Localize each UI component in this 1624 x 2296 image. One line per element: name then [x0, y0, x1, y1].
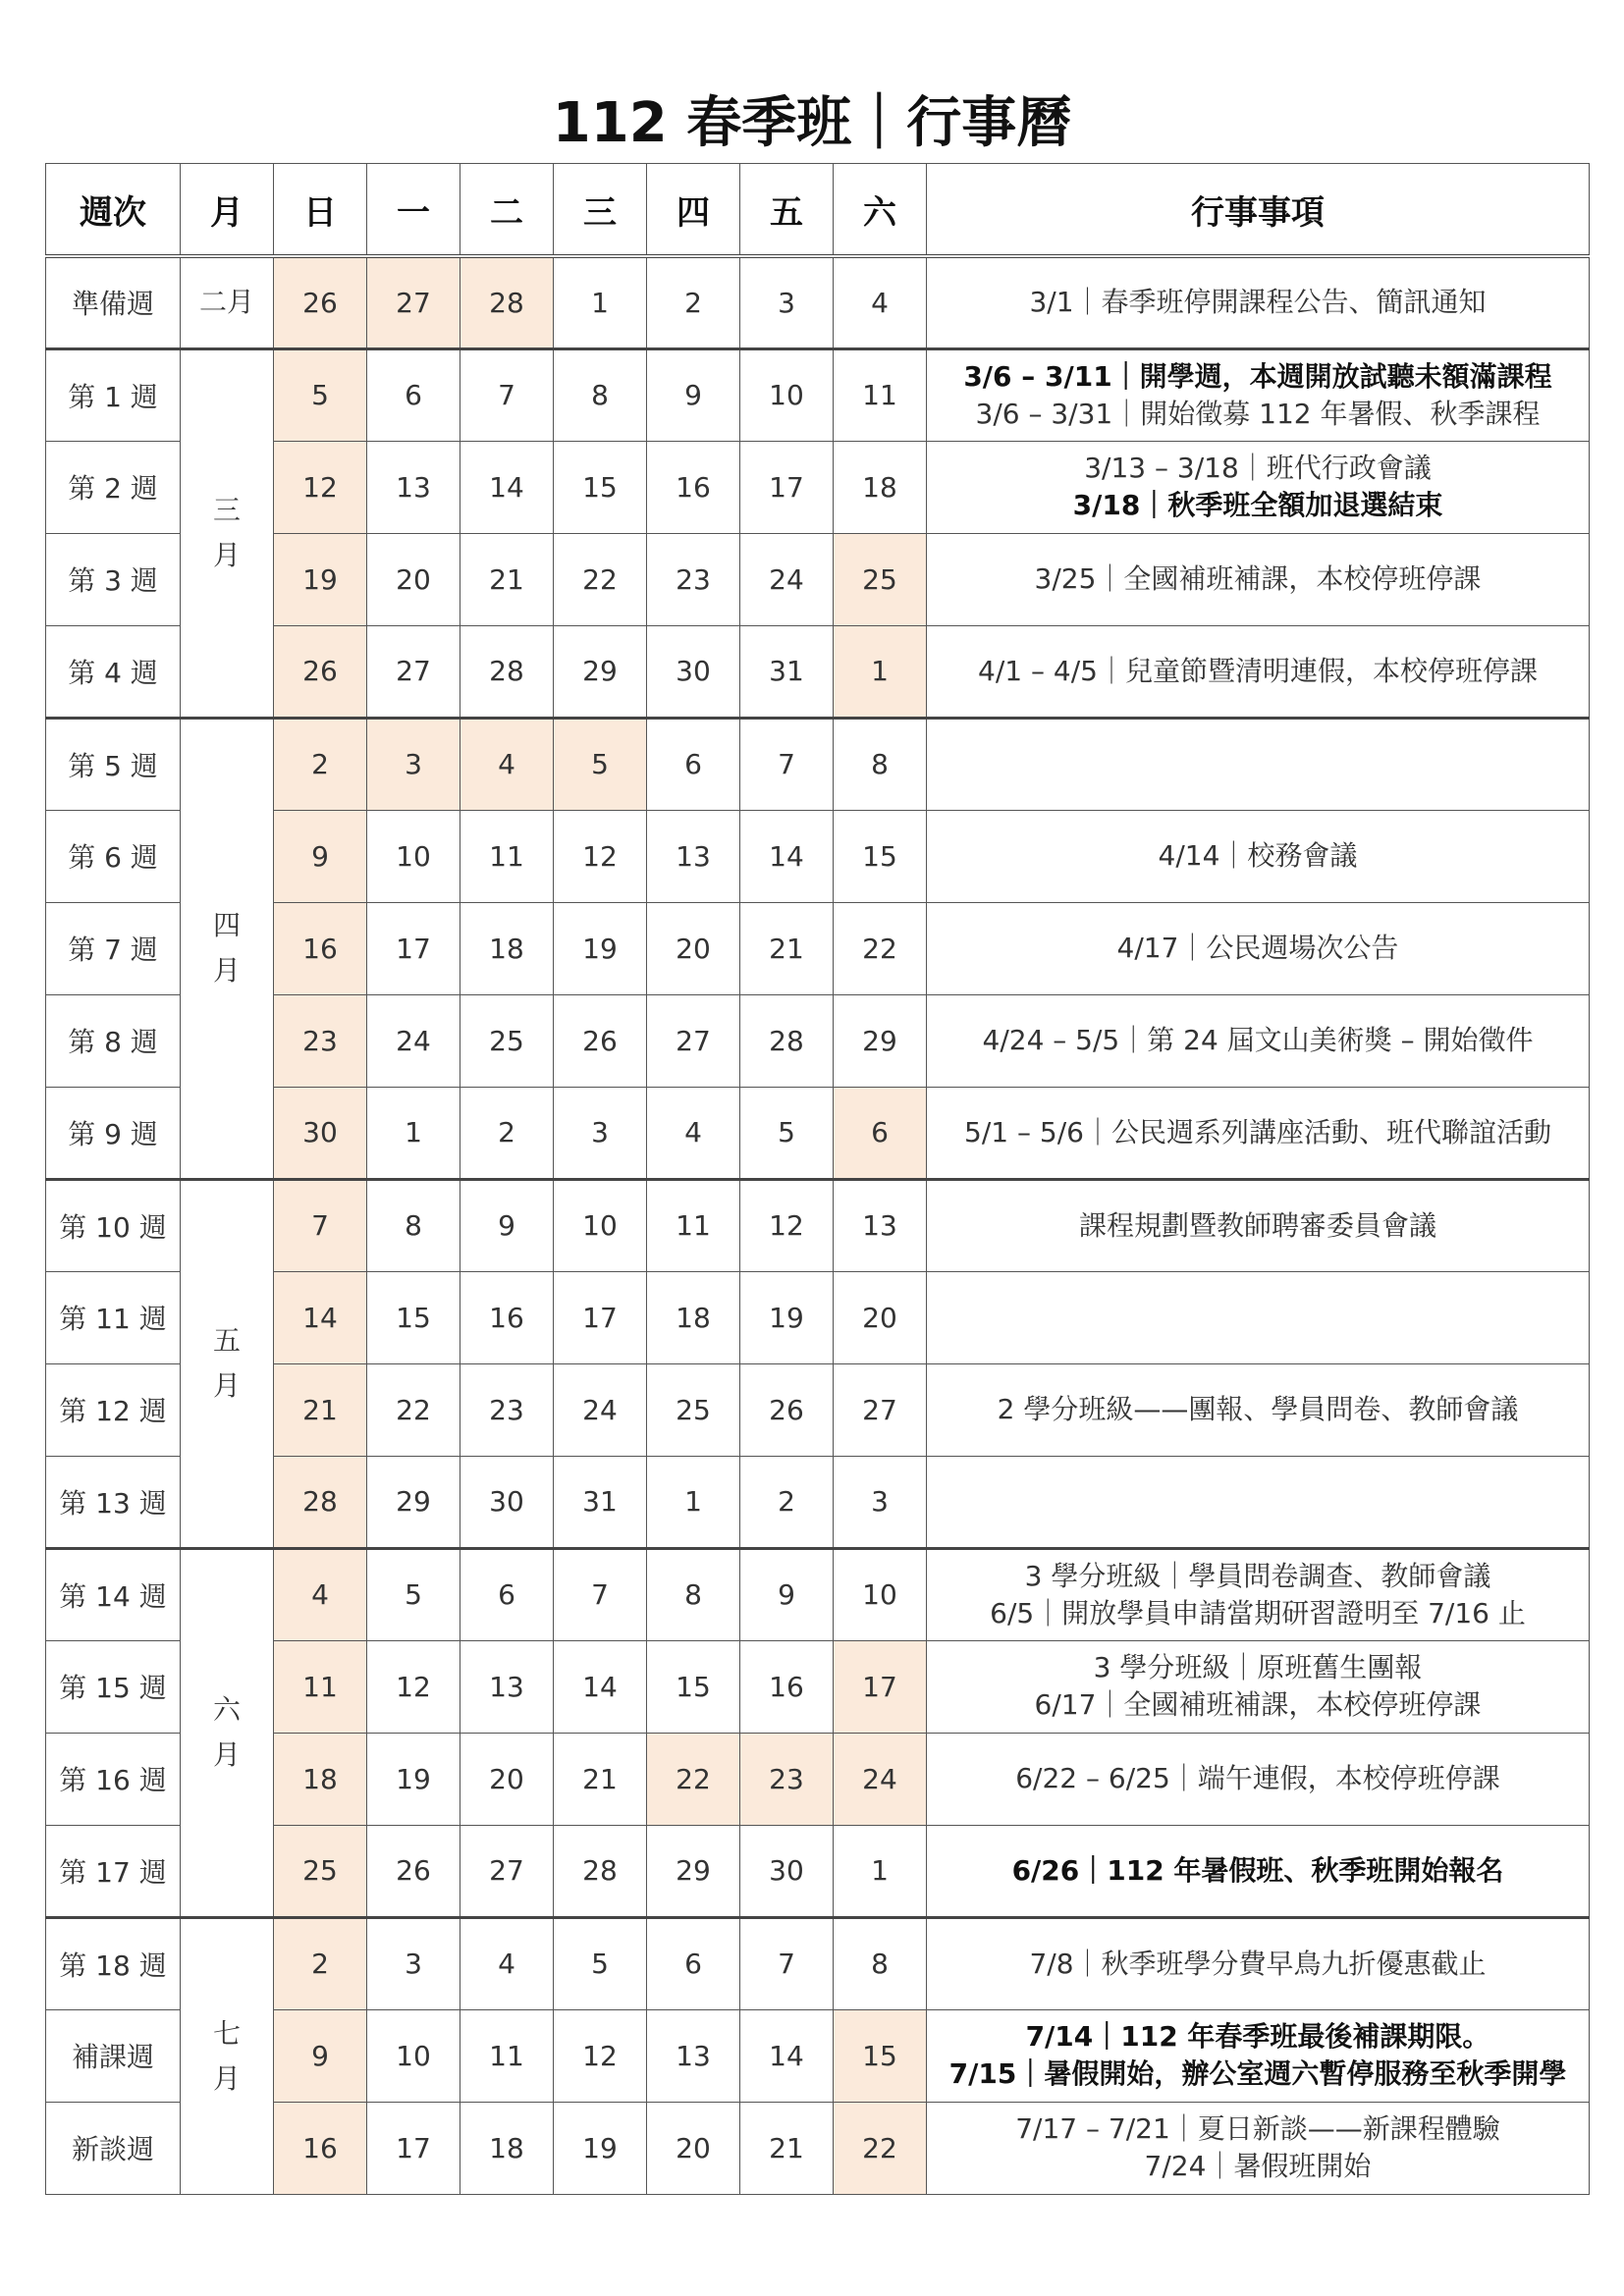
week-row: [46, 994, 1590, 1087]
day-cell: 18: [274, 1733, 367, 1825]
day-cell: 15: [647, 1640, 740, 1733]
page-title: 112 春季班｜行事曆: [552, 91, 1072, 155]
day-cell: 14: [274, 1271, 367, 1363]
week-row: [46, 256, 1590, 348]
day-cell: 21: [274, 1363, 367, 1456]
day-cell: 15: [834, 810, 927, 902]
week-row: [46, 902, 1590, 994]
day-cell: 11: [274, 1640, 367, 1733]
events-cell: [927, 625, 1590, 718]
day-cell: 20: [647, 2102, 740, 2194]
events-cell: [927, 1271, 1590, 1363]
event-item: 6/26｜112 年暑假班、秋季班開始報名: [1011, 1853, 1504, 1887]
day-cell: 3: [740, 256, 834, 348]
day-cell: 22: [647, 1733, 740, 1825]
day-cell: 22: [834, 902, 927, 994]
day-cell: 29: [834, 994, 927, 1087]
events-cell: [927, 994, 1590, 1087]
event-item: 6/17｜全國補班補課，本校停班停課: [1034, 1688, 1482, 1721]
day-cell: 14: [460, 441, 554, 533]
day-cell: 16: [460, 1271, 554, 1363]
day-cell: 4: [460, 718, 554, 810]
event-item: 6/5｜開放學員申請當期研習證明至 7/16 止: [990, 1596, 1526, 1629]
day-cell: 4: [834, 256, 927, 348]
day-cell: 27: [367, 256, 460, 348]
day-cell: 24: [740, 533, 834, 625]
day-cell: 24: [834, 1733, 927, 1825]
header-fri: 五: [740, 164, 834, 257]
events-cell: [927, 1179, 1590, 1271]
day-cell: 25: [834, 533, 927, 625]
week-row: [46, 2102, 1590, 2194]
day-cell: 20: [834, 1271, 927, 1363]
day-cell: 26: [367, 1825, 460, 1917]
event-item: 7/15｜暑假開始，辦公室週六暫停服務至秋季開學: [948, 2057, 1567, 2090]
day-cell: 7: [740, 718, 834, 810]
events-cell: [927, 2009, 1590, 2102]
events-cell: [927, 810, 1590, 902]
event-item: 3/25｜全國補班補課，本校停班停課: [1034, 562, 1482, 595]
events-cell: [927, 1825, 1590, 1917]
day-cell: 27: [834, 1363, 927, 1456]
day-cell: 23: [740, 1733, 834, 1825]
month-label: [181, 348, 274, 718]
week-label: 第 5 週: [46, 718, 181, 810]
week-row: [46, 441, 1590, 533]
month-text: 七月: [213, 2016, 242, 2095]
month-text: 四月: [213, 909, 242, 987]
week-label: 第 7 週: [46, 902, 181, 994]
day-cell: 28: [554, 1825, 647, 1917]
day-cell: 4: [460, 1917, 554, 2009]
week-label: 第 2 週: [46, 441, 181, 533]
day-cell: 9: [460, 1179, 554, 1271]
day-cell: 15: [834, 2009, 927, 2102]
week-row: [46, 625, 1590, 718]
day-cell: 11: [834, 348, 927, 441]
event-item: 7/8｜秋季班學分費早鳥九折優惠截止: [1029, 1947, 1487, 1980]
day-cell: 26: [554, 994, 647, 1087]
calendar-body: [46, 256, 1590, 2194]
month-label: [181, 718, 274, 1179]
day-cell: 2: [274, 718, 367, 810]
day-cell: 23: [647, 533, 740, 625]
week-label: 第 13 週: [46, 1456, 181, 1548]
day-cell: 8: [834, 1917, 927, 2009]
week-row: [46, 810, 1590, 902]
day-cell: 13: [647, 2009, 740, 2102]
event-item: 3/13 – 3/18｜班代行政會議: [1084, 452, 1432, 484]
day-cell: 12: [367, 1640, 460, 1733]
header-row: [46, 164, 1590, 257]
week-label: 新談週: [46, 2102, 181, 2194]
week-row: [46, 1917, 1590, 2009]
day-cell: 21: [740, 2102, 834, 2194]
events-cell: [927, 1733, 1590, 1825]
day-cell: 30: [740, 1825, 834, 1917]
events-cell: [927, 718, 1590, 810]
week-label: 準備週: [46, 256, 181, 348]
day-cell: 12: [554, 2009, 647, 2102]
day-cell: 28: [740, 994, 834, 1087]
week-row: [46, 1363, 1590, 1456]
day-cell: 15: [367, 1271, 460, 1363]
event-item: 4/1 – 4/5｜兒童節暨清明連假，本校停班停課: [978, 654, 1538, 687]
day-cell: 13: [367, 441, 460, 533]
day-cell: 5: [554, 718, 647, 810]
week-row: [46, 1271, 1590, 1363]
event-item: 課程規劃暨教師聘審委員會議: [1078, 1208, 1436, 1242]
day-cell: 31: [554, 1456, 647, 1548]
month-label: [181, 1548, 274, 1917]
day-cell: 28: [460, 256, 554, 348]
day-cell: 26: [274, 256, 367, 348]
header-mon: 一: [367, 164, 460, 257]
day-cell: 9: [740, 1548, 834, 1640]
week-label: 第 9 週: [46, 1087, 181, 1179]
day-cell: 14: [740, 2009, 834, 2102]
week-label: 第 14 週: [46, 1548, 181, 1640]
week-label: 第 1 週: [46, 348, 181, 441]
events-cell: [927, 2102, 1590, 2194]
week-label: 第 8 週: [46, 994, 181, 1087]
event-item: 7/14｜112 年春季班最後補課期限。: [1025, 2020, 1490, 2053]
week-row: [46, 1548, 1590, 1640]
event-item: 4/14｜校務會議: [1158, 839, 1358, 872]
events-cell: [927, 902, 1590, 994]
day-cell: 12: [274, 441, 367, 533]
day-cell: 21: [740, 902, 834, 994]
day-cell: 19: [554, 902, 647, 994]
day-cell: 22: [554, 533, 647, 625]
month-label: [181, 1917, 274, 2194]
day-cell: 24: [554, 1363, 647, 1456]
day-cell: 19: [367, 1733, 460, 1825]
day-cell: 20: [647, 902, 740, 994]
day-cell: 9: [274, 2009, 367, 2102]
day-cell: 15: [554, 441, 647, 533]
day-cell: 2: [274, 1917, 367, 2009]
day-cell: 11: [460, 810, 554, 902]
day-cell: 18: [460, 902, 554, 994]
day-cell: 6: [647, 1917, 740, 2009]
header-week: 週次: [46, 164, 181, 257]
events-cell: [927, 533, 1590, 625]
day-cell: 18: [460, 2102, 554, 2194]
day-cell: 4: [647, 1087, 740, 1179]
day-cell: 5: [274, 348, 367, 441]
day-cell: 30: [647, 625, 740, 718]
month-label: [181, 1179, 274, 1548]
week-label: 第 16 週: [46, 1733, 181, 1825]
event-item: 3/6 – 3/31｜開始徵募 112 年暑假、秋季課程: [975, 397, 1541, 430]
day-cell: 17: [834, 1640, 927, 1733]
day-cell: 2: [460, 1087, 554, 1179]
events-cell: [927, 1363, 1590, 1456]
day-cell: 7: [554, 1548, 647, 1640]
week-row: [46, 1087, 1590, 1179]
week-row: [46, 718, 1590, 810]
week-row: [46, 1179, 1590, 1271]
header-events: 行事事項: [927, 164, 1590, 257]
day-cell: 6: [460, 1548, 554, 1640]
day-cell: 23: [274, 994, 367, 1087]
day-cell: 20: [367, 533, 460, 625]
week-label: 第 6 週: [46, 810, 181, 902]
week-label: 第 11 週: [46, 1271, 181, 1363]
month-text: 二月: [198, 286, 254, 319]
events-cell: [927, 1456, 1590, 1548]
day-cell: 16: [647, 441, 740, 533]
day-cell: 29: [554, 625, 647, 718]
day-cell: 31: [740, 625, 834, 718]
day-cell: 6: [647, 718, 740, 810]
day-cell: 10: [554, 1179, 647, 1271]
day-cell: 19: [554, 2102, 647, 2194]
week-row: [46, 1640, 1590, 1733]
day-cell: 21: [460, 533, 554, 625]
day-cell: 19: [274, 533, 367, 625]
week-label: 第 18 週: [46, 1917, 181, 2009]
events-cell: [927, 1917, 1590, 2009]
day-cell: 18: [647, 1271, 740, 1363]
day-cell: 17: [367, 2102, 460, 2194]
day-cell: 21: [554, 1733, 647, 1825]
header-thu: 四: [647, 164, 740, 257]
day-cell: 1: [647, 1456, 740, 1548]
day-cell: 27: [647, 994, 740, 1087]
week-row: [46, 533, 1590, 625]
day-cell: 20: [460, 1733, 554, 1825]
day-cell: 8: [647, 1548, 740, 1640]
day-cell: 26: [274, 625, 367, 718]
day-cell: 3: [834, 1456, 927, 1548]
week-row: [46, 1825, 1590, 1917]
week-label: 第 4 週: [46, 625, 181, 718]
day-cell: 25: [460, 994, 554, 1087]
day-cell: 18: [834, 441, 927, 533]
events-cell: [927, 1548, 1590, 1640]
day-cell: 3: [367, 718, 460, 810]
event-item: 3/1｜春季班停開課程公告、簡訊通知: [1029, 286, 1487, 319]
day-cell: 1: [367, 1087, 460, 1179]
day-cell: 11: [460, 2009, 554, 2102]
week-row: [46, 348, 1590, 441]
event-item: 6/22 – 6/25｜端午連假，本校停班停課: [1015, 1762, 1500, 1794]
day-cell: 14: [554, 1640, 647, 1733]
header-sat: 六: [834, 164, 927, 257]
day-cell: 1: [834, 625, 927, 718]
month-text: 五月: [213, 1324, 242, 1402]
day-cell: 9: [647, 348, 740, 441]
day-cell: 2: [740, 1456, 834, 1548]
day-cell: 5: [554, 1917, 647, 2009]
event-item: 3 學分班級｜原班舊生團報: [1093, 1651, 1423, 1683]
day-cell: 16: [274, 902, 367, 994]
day-cell: 22: [367, 1363, 460, 1456]
day-cell: 10: [740, 348, 834, 441]
day-cell: 17: [367, 902, 460, 994]
event-item: 2 學分班級——團報、學員問卷、教師會議: [997, 1393, 1519, 1425]
events-cell: [927, 1640, 1590, 1733]
day-cell: 30: [274, 1087, 367, 1179]
day-cell: 7: [274, 1179, 367, 1271]
week-label: 第 15 週: [46, 1640, 181, 1733]
day-cell: 8: [367, 1179, 460, 1271]
month-label: [181, 256, 274, 348]
week-row: [46, 1456, 1590, 1548]
header-sun: 日: [274, 164, 367, 257]
day-cell: 28: [274, 1456, 367, 1548]
week-label: 補課週: [46, 2009, 181, 2102]
events-cell: [927, 348, 1590, 441]
day-cell: 2: [647, 256, 740, 348]
event-item: 7/17 – 7/21｜夏日新談——新課程體驗: [1015, 2112, 1500, 2145]
day-cell: 25: [274, 1825, 367, 1917]
day-cell: 26: [740, 1363, 834, 1456]
event-item: 5/1 – 5/6｜公民週系列講座活動、班代聯誼活動: [964, 1115, 1551, 1148]
day-cell: 19: [740, 1271, 834, 1363]
day-cell: 4: [274, 1548, 367, 1640]
header-tue: 二: [460, 164, 554, 257]
day-cell: 5: [367, 1548, 460, 1640]
calendar-table: [45, 163, 1590, 2195]
week-row: [46, 2009, 1590, 2102]
day-cell: 22: [834, 2102, 927, 2194]
week-label: 第 10 週: [46, 1179, 181, 1271]
day-cell: 17: [740, 441, 834, 533]
events-cell: [927, 1087, 1590, 1179]
event-item: 4/24 – 5/5｜第 24 屆文山美術獎 – 開始徵件: [982, 1024, 1534, 1056]
week-label: 第 12 週: [46, 1363, 181, 1456]
day-cell: 5: [740, 1087, 834, 1179]
day-cell: 24: [367, 994, 460, 1087]
day-cell: 23: [460, 1363, 554, 1456]
day-cell: 7: [460, 348, 554, 441]
day-cell: 27: [460, 1825, 554, 1917]
events-cell: [927, 256, 1590, 348]
day-cell: 29: [647, 1825, 740, 1917]
event-item: 3 學分班級｜學員問卷調查、教師會議: [1024, 1559, 1491, 1592]
month-text: 六月: [213, 1693, 242, 1771]
day-cell: 11: [647, 1179, 740, 1271]
header-wed: 三: [554, 164, 647, 257]
day-cell: 13: [460, 1640, 554, 1733]
day-cell: 10: [367, 2009, 460, 2102]
day-cell: 29: [367, 1456, 460, 1548]
event-item: 3/18｜秋季班全額加退選結束: [1072, 489, 1443, 521]
day-cell: 27: [367, 625, 460, 718]
day-cell: 30: [460, 1456, 554, 1548]
day-cell: 8: [834, 718, 927, 810]
event-item: 7/24｜暑假班開始: [1144, 2150, 1372, 2182]
week-label: 第 17 週: [46, 1825, 181, 1917]
day-cell: 16: [740, 1640, 834, 1733]
header-month: 月: [181, 164, 274, 257]
day-cell: 6: [834, 1087, 927, 1179]
day-cell: 28: [460, 625, 554, 718]
day-cell: 12: [740, 1179, 834, 1271]
day-cell: 3: [367, 1917, 460, 2009]
day-cell: 9: [274, 810, 367, 902]
day-cell: 13: [834, 1179, 927, 1271]
day-cell: 1: [834, 1825, 927, 1917]
day-cell: 8: [554, 348, 647, 441]
month-text: 三月: [213, 494, 242, 571]
day-cell: 17: [554, 1271, 647, 1363]
week-row: [46, 1733, 1590, 1825]
event-item: 4/17｜公民週場次公告: [1116, 932, 1399, 964]
week-label: 第 3 週: [46, 533, 181, 625]
day-cell: 1: [554, 256, 647, 348]
day-cell: 16: [274, 2102, 367, 2194]
day-cell: 13: [647, 810, 740, 902]
events-cell: [927, 441, 1590, 533]
day-cell: 25: [647, 1363, 740, 1456]
day-cell: 14: [740, 810, 834, 902]
day-cell: 10: [367, 810, 460, 902]
day-cell: 10: [834, 1548, 927, 1640]
day-cell: 3: [554, 1087, 647, 1179]
day-cell: 6: [367, 348, 460, 441]
event-item: 3/6 – 3/11｜開學週，本週開放試聽未額滿課程: [963, 359, 1552, 393]
day-cell: 7: [740, 1917, 834, 2009]
day-cell: 12: [554, 810, 647, 902]
